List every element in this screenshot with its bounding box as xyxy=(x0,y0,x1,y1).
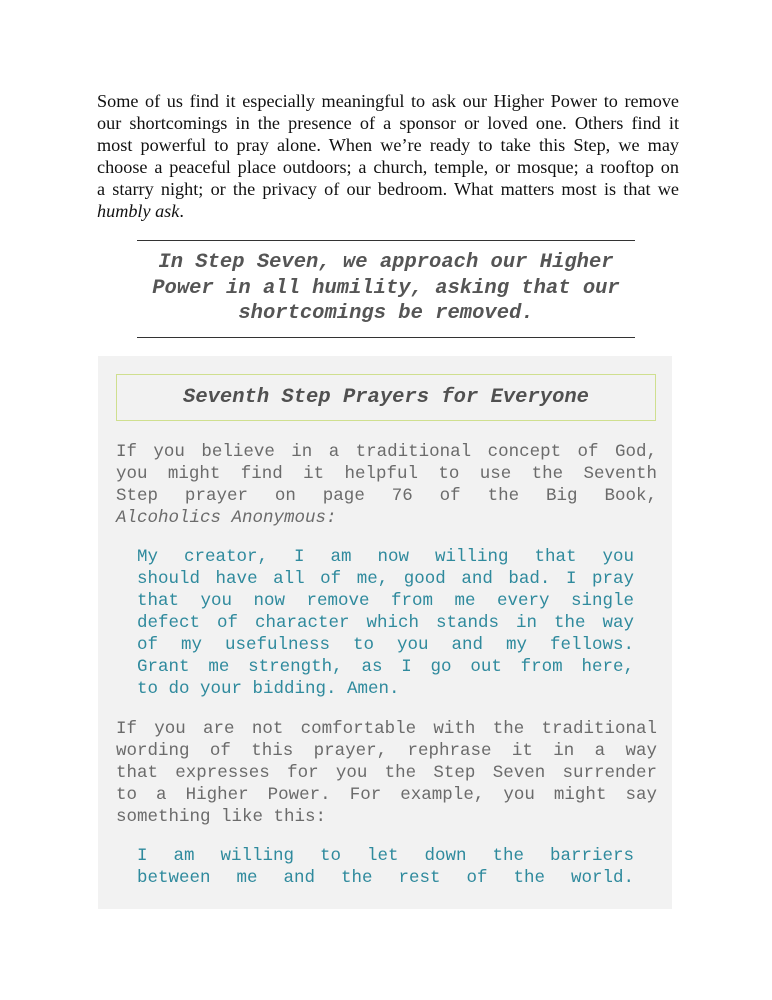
intro-paragraph xyxy=(97,90,679,222)
prayer-line: between me and the rest of the world. xyxy=(137,868,634,888)
prayer-line: should have all of me, good and bad. I pray xyxy=(137,569,634,589)
intro-line: our shortcomings in the presence of a sponsor or loved one. Others find it xyxy=(97,113,679,133)
panel-paragraph-2 xyxy=(116,718,657,828)
seventh-step-prayer xyxy=(137,546,634,700)
prayer-line: My creator, I am now willing that you xyxy=(137,547,634,567)
callout-top-rule xyxy=(137,240,635,241)
pull-quote xyxy=(137,250,635,327)
paragraph-line: that expresses for you the Step Seven surrender xyxy=(116,763,657,783)
intro-line-last xyxy=(97,200,679,222)
paragraph-line: to a Higher Power. For example, you might say xyxy=(116,785,657,805)
prayer-line: I am willing to let down the barriers xyxy=(137,846,634,866)
intro-line: choose a peaceful place outdoors; a church, temple, or mosque; a rooftop on xyxy=(97,157,679,177)
pull-quote-line: Power in all humility, asking that our xyxy=(152,276,620,300)
panel-title: Seventh Step Prayers for Everyone xyxy=(183,386,589,409)
panel-paragraph-1 xyxy=(116,441,657,529)
book-title: Alcoholics Anonymous: xyxy=(116,508,337,528)
prayer-line: of my usefulness to you and my fellows. xyxy=(137,635,634,655)
panel-title-box xyxy=(116,374,656,421)
prayer-line: defect of character which stands in the way xyxy=(137,613,634,633)
paragraph-line: If you are not comfortable with the traditional xyxy=(116,719,657,739)
alternative-prayer xyxy=(137,845,634,889)
prayer-line: Grant me strength, as I go out from here, xyxy=(137,657,634,677)
intro-line: Some of us find it especially meaningful to ask our Higher Power to remove xyxy=(97,91,679,111)
intro-period: . xyxy=(179,201,184,221)
paragraph-line: Step prayer on page 76 of the Big Book, xyxy=(116,486,657,506)
paragraph-line: you might find it helpful to use the Seventh xyxy=(116,464,657,484)
prayer-line: to do your bidding. Amen. xyxy=(137,679,400,699)
pull-quote-line: shortcomings be removed. xyxy=(238,302,534,325)
prayer-line: that you now remove from me every single xyxy=(137,591,634,611)
intro-line: most powerful to pray alone. When we’re ready to take this Step, we may xyxy=(97,135,679,155)
paragraph-line: something like this: xyxy=(116,807,327,827)
intro-line: a starry night; or the privacy of our bedroom. What matters most is that we xyxy=(97,179,679,199)
callout-bottom-rule xyxy=(137,337,635,338)
paragraph-line: If you believe in a traditional concept of God, xyxy=(116,442,657,462)
intro-emphasis: humbly ask xyxy=(97,201,180,221)
paragraph-line: wording of this prayer, rephrase it in a way xyxy=(116,741,657,761)
pull-quote-line: In Step Seven, we approach our Higher xyxy=(158,251,614,274)
